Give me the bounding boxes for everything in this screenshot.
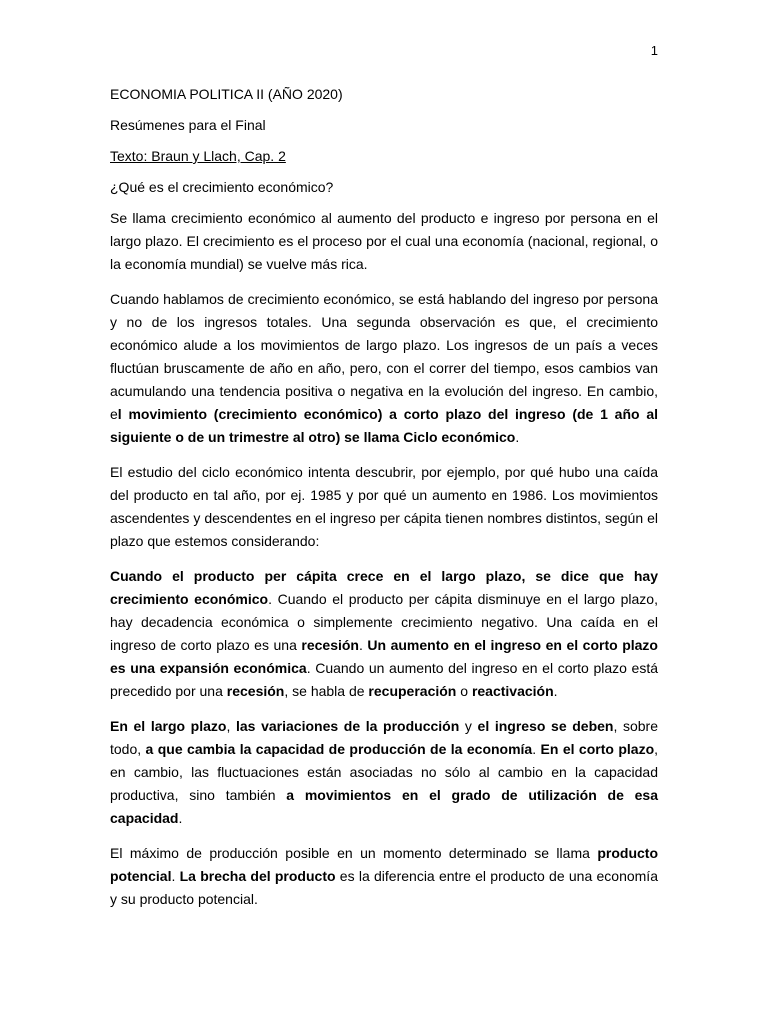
bold-text-run: Cuando el producto per cápita crece en el largo plazo, se dice que hay crecimiento económico — [110, 568, 658, 607]
bold-text-run: el ingreso se deben — [477, 718, 614, 734]
text-run: . — [178, 810, 183, 826]
bold-text-run: En el largo plazo — [110, 718, 227, 734]
text-run: , se habla de — [284, 683, 369, 699]
bold-text-run: recesión — [226, 683, 285, 699]
bold-text-run: En el corto plazo — [540, 741, 655, 757]
bold-text-run: las variaciones de la producción — [236, 718, 460, 734]
bold-text-run: Un aumento en el ingreso en el corto plazo es una expansión económica — [110, 637, 658, 676]
text-run: . — [171, 868, 180, 884]
text-run: El máximo de producción posible en un momento determinado se llama — [110, 845, 598, 861]
document-subtitle: Resúmenes para el Final — [110, 117, 266, 133]
text-reference: Texto: Braun y Llach, Cap. 2 — [110, 148, 286, 164]
text-run: . — [532, 741, 541, 757]
text-run: , sobre todo, — [110, 718, 659, 757]
text-run: El estudio del ciclo económico intenta descubrir, por ejemplo, por qué hubo una caída del producto en tal año, por ej. 1985 y por qué un aumento en 1986. Los movimientos ascendentes y descendentes en el ingreso per cápita tienen nombres distintos, según el plazo que estemos considerando: — [110, 464, 658, 549]
text-run: , en cambio, las fluctuaciones están asociadas no sólo al cambio en la capacidad productiva, sino también — [110, 741, 659, 803]
bold-text-run: a movimientos en el grado de utilización de esa capacidad — [110, 787, 659, 826]
bold-text-run: La brecha del producto — [179, 868, 336, 884]
paragraph — [110, 565, 658, 703]
paragraph — [110, 842, 658, 911]
text-run: , — [226, 718, 236, 734]
text-run: Cuando hablamos de crecimiento económico, se está hablando del ingreso por persona y no de los ingresos totales. Una segunda observación es que, el crecimiento económico alude a los movimientos de largo plazo. Los ingresos de un país a veces fluctúan bruscamente de año en año, pero, con el correr del tiempo, esos cambios van acumulando una tendencia positiva o negativa en la evolución del ingreso. En cambio, e — [110, 291, 658, 422]
text-run: y — [459, 718, 478, 734]
text-run: Se llama crecimiento económico al aumento del producto e ingreso por persona en el largo plazo. El crecimiento es el proceso por el cual una economía (nacional, regional, o la economía mundial) se vuelve más rica. — [110, 210, 658, 272]
section-question: ¿Qué es el crecimiento económico? — [110, 179, 334, 195]
page-number: 1 — [650, 43, 658, 58]
paragraph-list — [110, 207, 658, 911]
paragraph — [110, 715, 658, 830]
bold-text-run: producto potencial — [110, 845, 658, 884]
bold-text-run: recuperación — [368, 683, 457, 699]
paragraph — [110, 207, 658, 276]
text-run: es la diferencia entre el producto de una economía y su producto potencial. — [110, 868, 658, 907]
text-run: . — [515, 429, 520, 445]
paragraph — [110, 461, 658, 553]
text-run: . — [358, 637, 368, 653]
bold-text-run: reactivación — [471, 683, 554, 699]
course-title: ECONOMIA POLITICA II (AÑO 2020) — [110, 86, 343, 102]
text-run: o — [456, 683, 472, 699]
text-run: . Cuando un aumento del ingreso en el corto plazo está precedido por una — [110, 660, 658, 699]
bold-text-run: l movimiento (crecimiento económico) a corto plazo del ingreso (de 1 año al siguiente o de un trimestre al otro) se llama Ciclo económico — [110, 406, 658, 445]
paragraph — [110, 288, 658, 449]
bold-text-run: a que cambia la capacidad de producción de la economía — [145, 741, 533, 757]
text-run: . Cuando el producto per cápita disminuye en el largo plazo, hay decadencia económica o simplemente crecimiento negativo. Una caída en el ingreso de corto plazo es una — [110, 591, 658, 653]
document-body — [110, 83, 658, 923]
bold-text-run: recesión — [301, 637, 359, 653]
text-run: . — [553, 683, 558, 699]
